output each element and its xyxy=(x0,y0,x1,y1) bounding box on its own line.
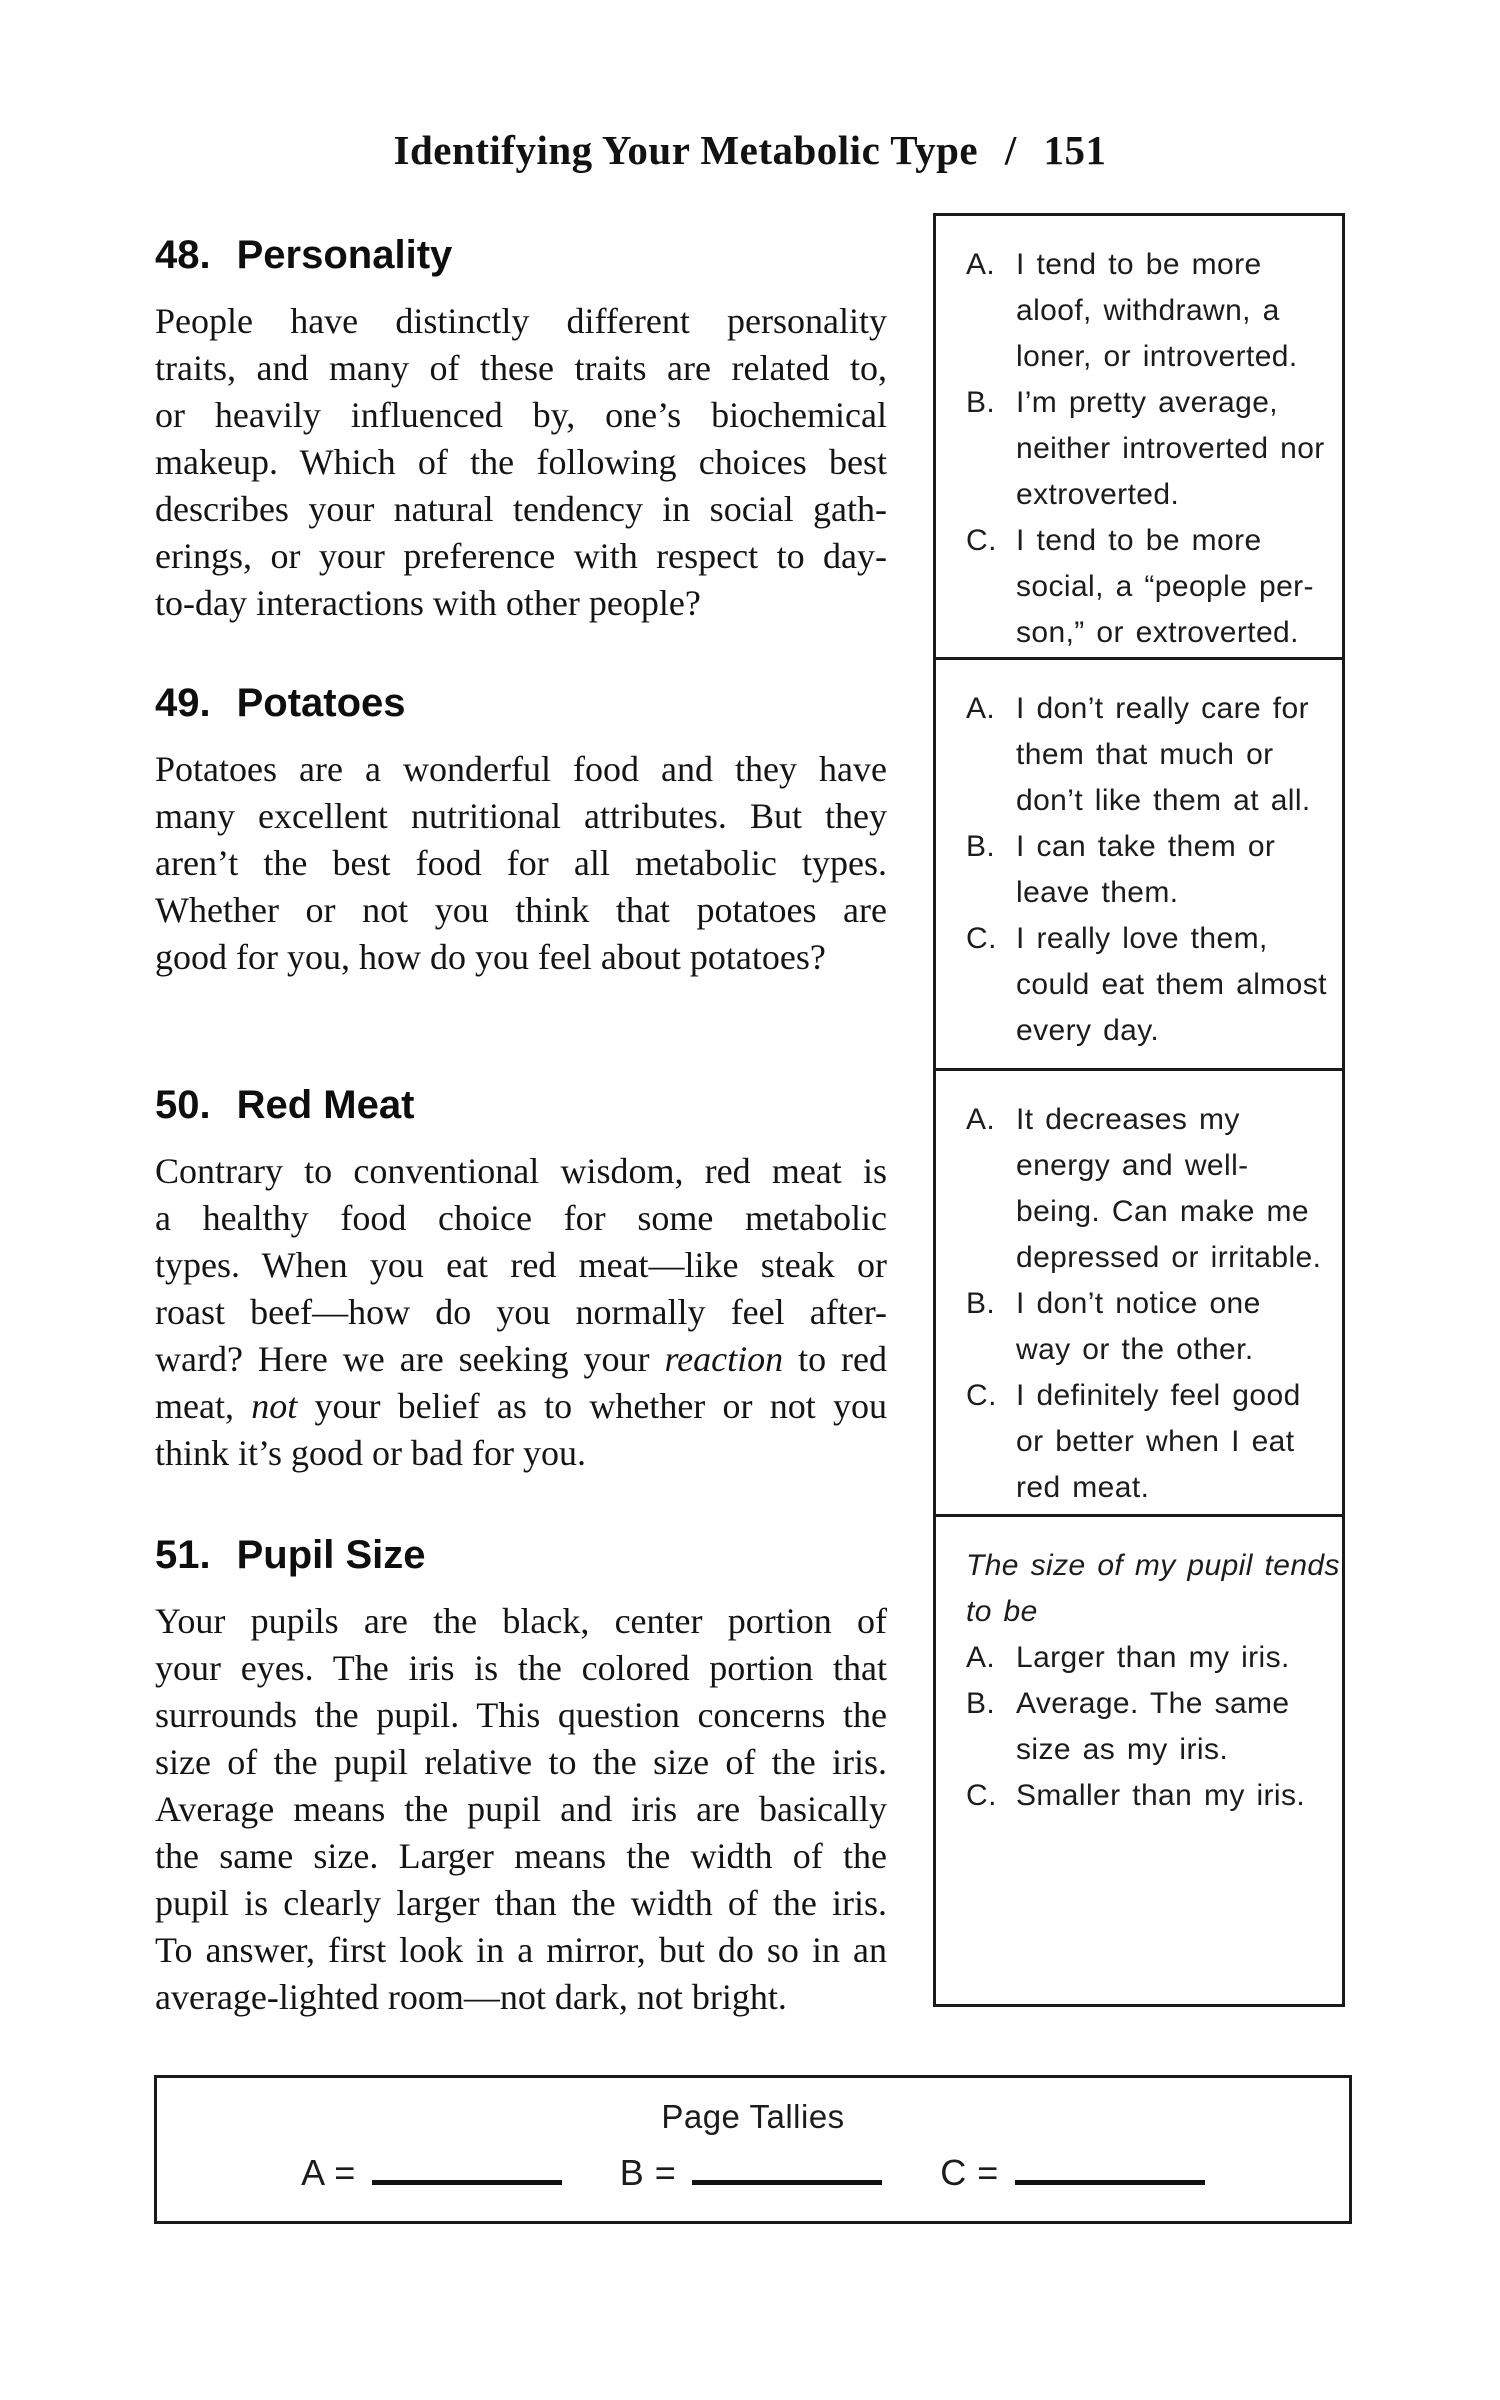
answer-letter: C. xyxy=(966,1779,997,1812)
question-50 xyxy=(155,1082,895,1477)
text-line: makeup. Which of the following choices best xyxy=(155,442,887,482)
question-title: Personality xyxy=(236,233,453,277)
text-line: Potatoes are a wonderful food and they have xyxy=(155,749,887,789)
question-48-body xyxy=(155,298,887,627)
text-line: roast beef—how do you normally feel after- xyxy=(155,1292,887,1332)
text-line: describes your natural tendency in social gath- xyxy=(155,489,887,529)
text-line: Average means the pupil and iris are basically xyxy=(155,1789,887,1829)
answer-choice xyxy=(966,242,1332,380)
page-tallies-title: Page Tallies xyxy=(661,2098,845,2135)
answer-choice xyxy=(966,380,1332,518)
answer-box-49 xyxy=(933,657,1345,1071)
answer-choice xyxy=(966,1281,1332,1373)
question-50-heading xyxy=(155,1082,895,1128)
tally-blank-b xyxy=(692,2150,882,2185)
answer-letter: C. xyxy=(966,524,997,557)
answer-choice xyxy=(966,1773,1332,1819)
answer-letter: B. xyxy=(966,386,996,419)
answer-text: I tend to be more aloof, withdrawn, a loner, or introverted. xyxy=(1016,248,1298,373)
text-line: aren’t the best food for all metabolic types. xyxy=(155,843,887,883)
running-header xyxy=(0,126,1500,174)
page-tallies-row xyxy=(157,2150,1349,2194)
answer-text: I don’t really care for them that much or don’t like them at all. xyxy=(1016,692,1311,817)
answer-choice xyxy=(966,1681,1332,1773)
question-49-body xyxy=(155,746,887,981)
answer-text: I definitely feel good or better when I eat red meat. xyxy=(1016,1379,1301,1504)
question-title: Pupil Size xyxy=(236,1533,426,1577)
answer-text: It decreases my energy and well- being. Can make me depressed or irritable. xyxy=(1016,1103,1322,1274)
text-line: good for you, how do you feel about potatoes? xyxy=(155,937,826,977)
answer-text: I’m pretty average, neither introverted nor extroverted. xyxy=(1016,386,1325,511)
text-line: meat, not your belief as to whether or not you xyxy=(155,1386,887,1426)
text-line: a healthy food choice for some metabolic xyxy=(155,1198,887,1238)
text-line: the same size. Larger means the width of the xyxy=(155,1836,887,1876)
tally-label-a: A = xyxy=(301,2152,356,2193)
page-tallies-box xyxy=(154,2075,1352,2224)
text-line: The size of my pupil tends xyxy=(966,1549,1340,1582)
answer-choice xyxy=(966,518,1332,656)
tally-entry-b xyxy=(620,2150,883,2194)
text-line: to be xyxy=(966,1595,1038,1628)
text-line: ward? Here we are seeking your reaction to red xyxy=(155,1339,887,1379)
tally-entry-a xyxy=(301,2150,562,2194)
answer-choice xyxy=(966,686,1332,824)
question-48 xyxy=(155,232,895,627)
text-line: types. When you eat red meat—like steak or xyxy=(155,1245,887,1285)
text-line: To answer, first look in a mirror, but do so in an xyxy=(155,1930,887,1970)
question-50-body xyxy=(155,1148,887,1477)
text-line: think it’s good or bad for you. xyxy=(155,1433,586,1473)
answer-box-48 xyxy=(933,213,1345,660)
text-line: Contrary to conventional wisdom, red meat is xyxy=(155,1151,887,1191)
tally-label-b: B = xyxy=(619,2152,677,2193)
answer-choice xyxy=(966,916,1332,1054)
answer-choice xyxy=(966,824,1332,916)
tally-blank-a xyxy=(372,2150,562,2185)
text-line: erings, or your preference with respect to day- xyxy=(155,536,887,576)
question-51-body xyxy=(155,1598,887,2021)
answer-text: Average. The same size as my iris. xyxy=(1016,1687,1290,1766)
question-48-heading xyxy=(155,232,895,278)
text-line: to-day interactions with other people? xyxy=(155,583,701,623)
question-title: Potatoes xyxy=(236,681,406,725)
answer-letter: A. xyxy=(966,1641,996,1674)
answer-text: Smaller than my iris. xyxy=(1016,1779,1306,1812)
answer-letter: B. xyxy=(966,830,996,863)
question-number: 48. xyxy=(155,233,211,277)
text-line: or heavily influenced by, one’s biochemical xyxy=(155,395,887,435)
question-51-heading xyxy=(155,1532,895,1578)
answer-choice xyxy=(966,1373,1332,1511)
answer-choice xyxy=(966,1097,1332,1281)
answer-box-51-items xyxy=(966,1635,1332,1819)
answer-text: I don’t notice one way or the other. xyxy=(1016,1287,1261,1366)
question-51 xyxy=(155,1532,895,2021)
text-line: your eyes. The iris is the colored portion that xyxy=(155,1648,887,1688)
tally-label-c: C = xyxy=(940,2152,999,2193)
text-line: size of the pupil relative to the size of the iris. xyxy=(155,1742,887,1782)
answer-box-50 xyxy=(933,1068,1345,1517)
page-number: 151 xyxy=(1043,127,1107,173)
answer-letter: B. xyxy=(966,1687,996,1720)
answer-letter: A. xyxy=(966,248,996,281)
question-49-heading xyxy=(155,680,895,726)
answer-letter: C. xyxy=(966,922,997,955)
text-line: pupil is clearly larger than the width of the iris. xyxy=(155,1883,887,1923)
answer-letter: C. xyxy=(966,1379,997,1412)
text-line: Whether or not you think that potatoes are xyxy=(155,890,887,930)
answer-text: I tend to be more social, a “people per- son,” or extroverted. xyxy=(1016,524,1314,649)
answer-letter: A. xyxy=(966,1103,996,1136)
answer-letter: A. xyxy=(966,692,996,725)
text-line: Your pupils are the black, center portion of xyxy=(155,1601,887,1641)
question-number: 51. xyxy=(155,1533,211,1577)
text-line: traits, and many of these traits are related to, xyxy=(155,348,887,388)
answer-box-51 xyxy=(933,1514,1345,2007)
answer-text: I can take them or leave them. xyxy=(1016,830,1276,909)
tally-entry-c xyxy=(940,2150,1205,2194)
answer-text: Larger than my iris. xyxy=(1016,1641,1290,1674)
answer-box-51-intro xyxy=(966,1543,1340,1635)
text-line: surrounds the pupil. This question concerns the xyxy=(155,1695,887,1735)
question-number: 49. xyxy=(155,681,211,725)
running-header-title: Identifying Your Metabolic Type xyxy=(393,127,979,173)
text-line: average-lighted room—not dark, not bright. xyxy=(155,1977,787,2017)
running-header-separator: / xyxy=(1004,127,1017,173)
text-line: many excellent nutritional attributes. But they xyxy=(155,796,887,836)
question-title: Red Meat xyxy=(236,1083,415,1127)
answer-letter: B. xyxy=(966,1287,996,1320)
question-number: 50. xyxy=(155,1083,211,1127)
answer-choice xyxy=(966,1635,1332,1681)
tally-blank-c xyxy=(1015,2150,1205,2185)
text-line: People have distinctly different personality xyxy=(155,301,887,341)
question-49 xyxy=(155,680,895,981)
answer-text: I really love them, could eat them almost every day. xyxy=(1016,922,1327,1047)
